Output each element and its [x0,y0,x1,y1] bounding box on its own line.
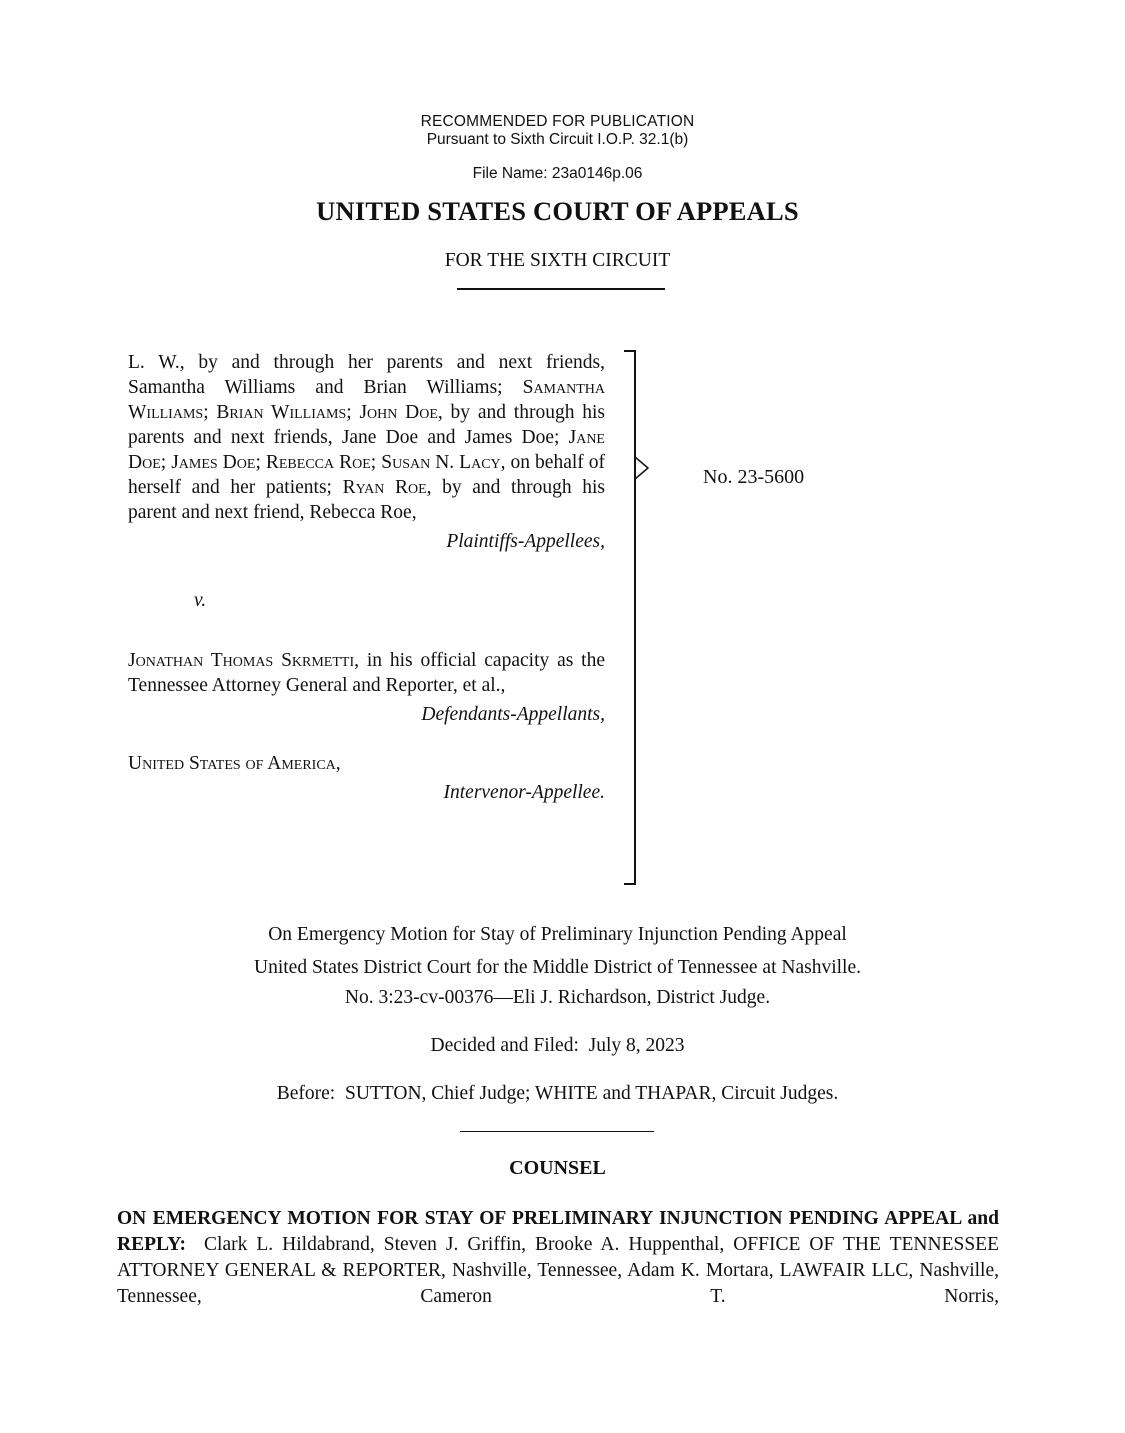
plaintiff-name: Ryan Roe [342,477,427,498]
defendant [128,648,605,698]
versus: v. [194,590,207,611]
file-name: File Name: 23a0146p.06 [472,165,643,182]
panel-judges: Before: SUTTON, Chief Judge; WHITE and THAPAR, Circuit Judges. [276,1083,839,1104]
counsel-paragraph [117,1206,999,1310]
decision-date: Decided and Filed: July 8, 2023 [430,1035,685,1056]
bracket-line [634,350,636,885]
plaintiff-name: Jane Doe [128,427,605,473]
separator: ; [346,402,360,423]
case-number: No. 23-5600 [703,466,805,488]
intervenor-role-label: Intervenor-Appellee [443,782,601,803]
district-case-number: No. 3:23-cv-00376—Eli J. Richardson, District Judge. [344,987,771,1008]
circuit-name: FOR THE SIXTH CIRCUIT [444,250,671,271]
defendant-name: Jonathan Thomas Skrmetti [128,650,355,671]
plaintiff-name: Rebecca Roe [265,452,371,473]
plaintiff-name: John Doe [359,402,438,423]
counsel-text: Clark L. Hildabrand, Steven J. Griffin, Brooke A. Huppenthal, OFFICE OF THE TENNESSEE ATTORNEY GENERAL & REPORTER, Nashville, Tennessee, Adam K. Mortara, LAWFAIR LLC, Nashville, Tennessee, Cameron T. Norris, [117,1234,999,1307]
motion-title: On Emergency Motion for Stay of Preliminary Injunction Pending Appeal [268,924,847,945]
defendants-role-label: Defendants-Appellants [421,704,601,725]
defendants-role: Defendants-Appellants, [421,704,605,725]
bracket-point-icon [634,456,650,480]
bracket-bottom [624,883,635,885]
plaintiff-text: , on behalf of herself and her patients; [128,452,606,498]
counsel-label: ON EMERGENCY MOTION FOR STAY OF PRELIMINARY INJUNCTION PENDING APPEAL and REPLY: [117,1208,999,1255]
separator: ; [160,452,172,473]
defendant-description: , in his official capacity as the Tennessee Attorney General and Reporter, et al., [128,650,605,696]
plaintiffs-role: Plaintiffs-Appellees, [446,531,605,552]
intervenor: United States of America, [128,753,341,774]
separator: ; [203,402,217,423]
plaintiff-name: Susan N. Lacy [381,452,501,473]
plaintiff-text: , by and through his parents and next friends, Jane Doe and James Doe; [128,402,605,448]
plaintiffs-role-label: Plaintiffs-Appellees [446,531,601,552]
publication-notice: RECOMMENDED FOR PUBLICATION [420,113,695,130]
separator: ; [255,452,266,473]
court-title: UNITED STATES COURT OF APPEALS [316,196,799,226]
plaintiff-text: L. W., by and through her parents and next friends, Samantha Williams and Brian Williams; [128,352,605,398]
plaintiff-name: Brian Williams [216,402,347,423]
case-caption [128,350,605,805]
plaintiffs-list [128,350,605,525]
section-divider [460,1131,654,1132]
intervenor-name: United States of America [128,753,336,774]
plaintiff-text: , by and through his parent and next friend, Rebecca Roe, [128,477,605,523]
district-court: United States District Court for the Middle District of Tennessee at Nashville. [254,957,861,978]
plaintiff-name: Samantha Williams [128,377,605,423]
counsel-heading: COUNSEL [509,1157,606,1179]
separator: ; [370,452,382,473]
intervenor-role: Intervenor-Appellee. [443,782,605,803]
header-divider [457,288,665,290]
publication-rule-reference: Pursuant to Sixth Circuit I.O.P. 32.1(b) [426,131,689,148]
plaintiff-name: James Doe [171,452,256,473]
